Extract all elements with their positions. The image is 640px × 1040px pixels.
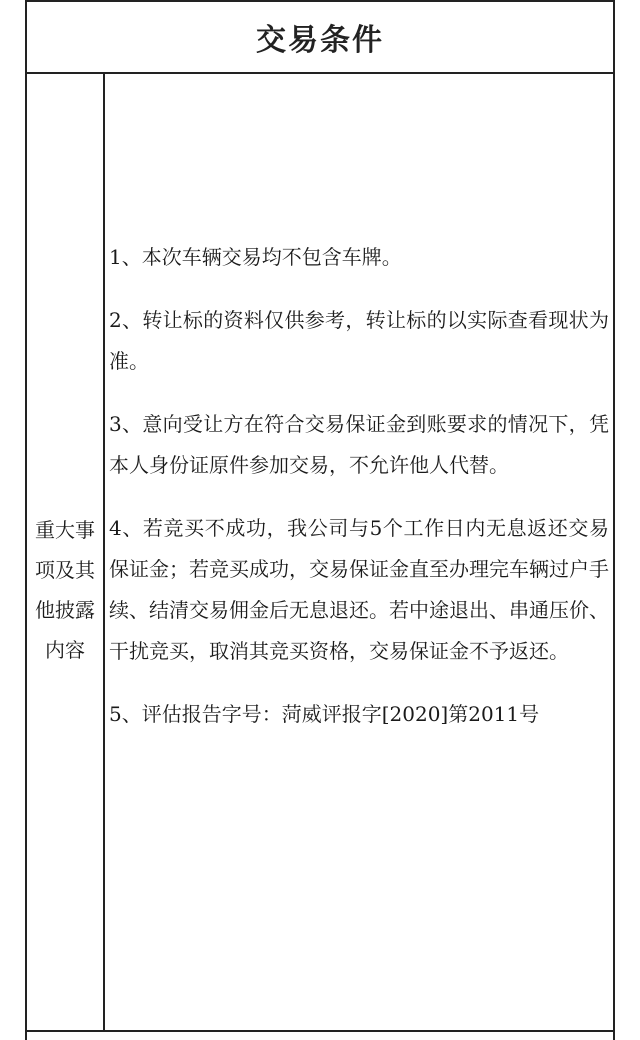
row-label: 重大事项及其他披露内容 (35, 517, 95, 662)
condition-item-1: 1、本次车辆交易均不包含车牌。 (109, 245, 402, 269)
document-table (25, 0, 615, 1040)
condition-item-3: 3、意向受让方在符合交易保证金到账要求的情况下，凭本人身份证原件参加交易，不允许他人代替。 (109, 412, 609, 477)
condition-item-4: 4、若竞买不成功，我公司与5个工作日内无息返还交易保证金；若竞买成功，交易保证金直至办理完车辆过户手续、结清交易佣金后无息退还。若中途退出、串通压价、干扰竞买，取消其竞买资格，交易保证金不予返还。 (109, 516, 609, 663)
bottom-border (27, 1030, 613, 1032)
conditions-list (109, 237, 609, 735)
label-cell (27, 74, 105, 1030)
condition-item-5: 5、评估报告字号：菏威评报字[2020]第2011号 (109, 702, 540, 726)
condition-item-2: 2、转让标的资料仅供参考，转让标的以实际查看现状为准。 (109, 308, 609, 373)
content-cell (105, 74, 613, 1030)
table-title: 交易条件 (27, 0, 613, 74)
